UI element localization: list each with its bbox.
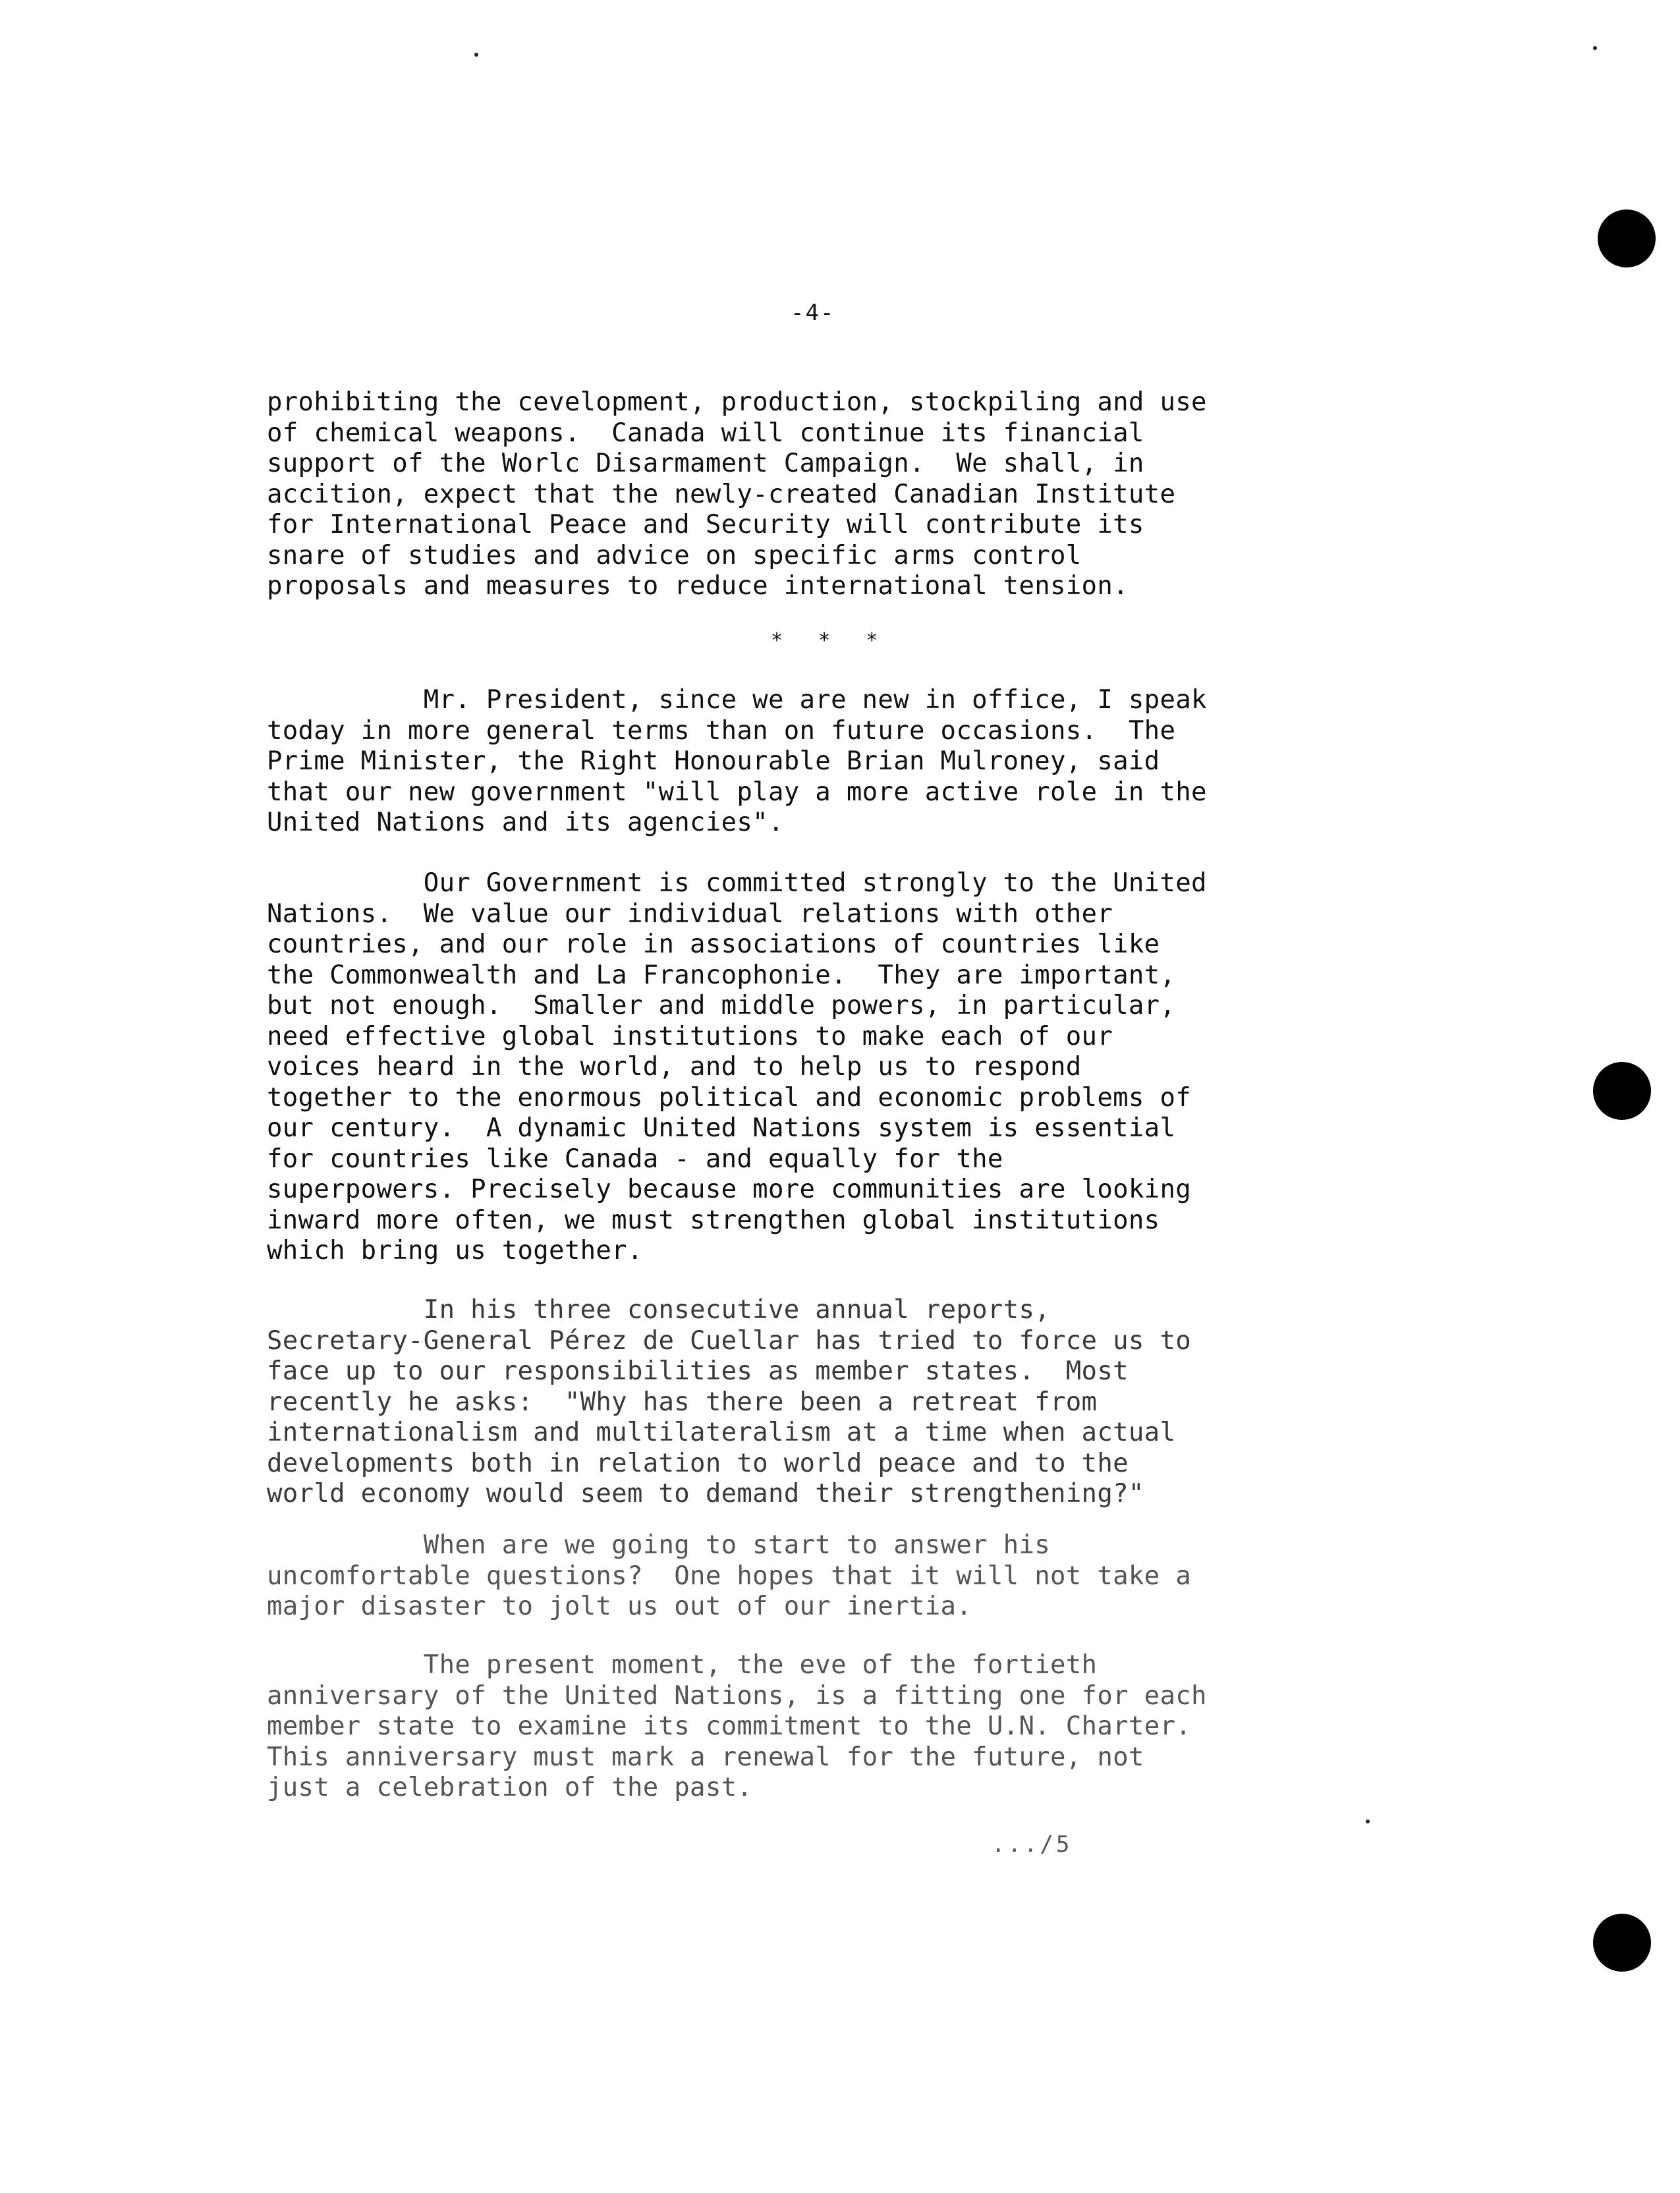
scan-speck xyxy=(1366,1819,1370,1823)
paragraph-6: The present moment, the eve of the fortieth anniversary of the United Nations, is a fitting one for each member state to examine its commitment to the U.N. Charter. This anniversary must mark a renewal for the future, not just a celebration of the past. xyxy=(267,1650,1207,1802)
page-number: -4- xyxy=(791,300,835,326)
paragraph-2: Mr. President, since we are new in office, I speak today in more general terms than on future occasions. The Prime Minister, the Right Honourable Brian Mulroney, said that our new government "will play a more active role in the United Nations and its agencies". xyxy=(267,685,1207,837)
paragraph-4: In his three consecutive annual reports, Secretary-General Pérez de Cuellar has tried to force us to face up to our responsibilities as member states. Most recently he asks: "Why has there been a retreat from internationalism and multilateralism at a time when actual developments both in relation to world peace and to the world economy would seem to demand their strengthening?" xyxy=(267,1295,1192,1509)
punch-hole-bottom xyxy=(1593,1914,1651,1972)
scan-speck xyxy=(1593,46,1597,50)
punch-hole-middle xyxy=(1593,1062,1651,1120)
punch-hole-top xyxy=(1598,209,1656,267)
paragraph-1: prohibiting the cevelopment, production, stockpiling and use of chemical weapons. Canada will continue its financial support of the Worlc Disarmament Campaign. We shall, in accition, expect that the newly-created Canadian Institute for International Peace and Security will contribute its snare of studies and advice on specific arms control proposals and measures to reduce international tension. xyxy=(267,387,1207,601)
paragraph-3: Our Government is committed strongly to the United Nations. We value our individual relations with other countries, and our role in associations of countries like the Commonwealth and La Francophonie. They are important, but not enough. Smaller and middle powers, in particular, need effective global institutions to make each of our voices heard in the world, and to help us to respond together to the enormous political and economic problems of our century. A dynamic United Nations system is essential for countries like Canada - and equally for the superpowers. Precisely because more communities are looking inward more often, we must strengthen global institutions which bring us together. xyxy=(267,868,1207,1265)
continued-marker: .../5 xyxy=(992,1831,1073,1858)
section-separator: * * * xyxy=(771,629,890,652)
paragraph-5: When are we going to start to answer his uncomfortable questions? One hopes that it will not take a major disaster to jolt us out of our inertia. xyxy=(267,1530,1192,1621)
scan-speck xyxy=(474,53,478,57)
